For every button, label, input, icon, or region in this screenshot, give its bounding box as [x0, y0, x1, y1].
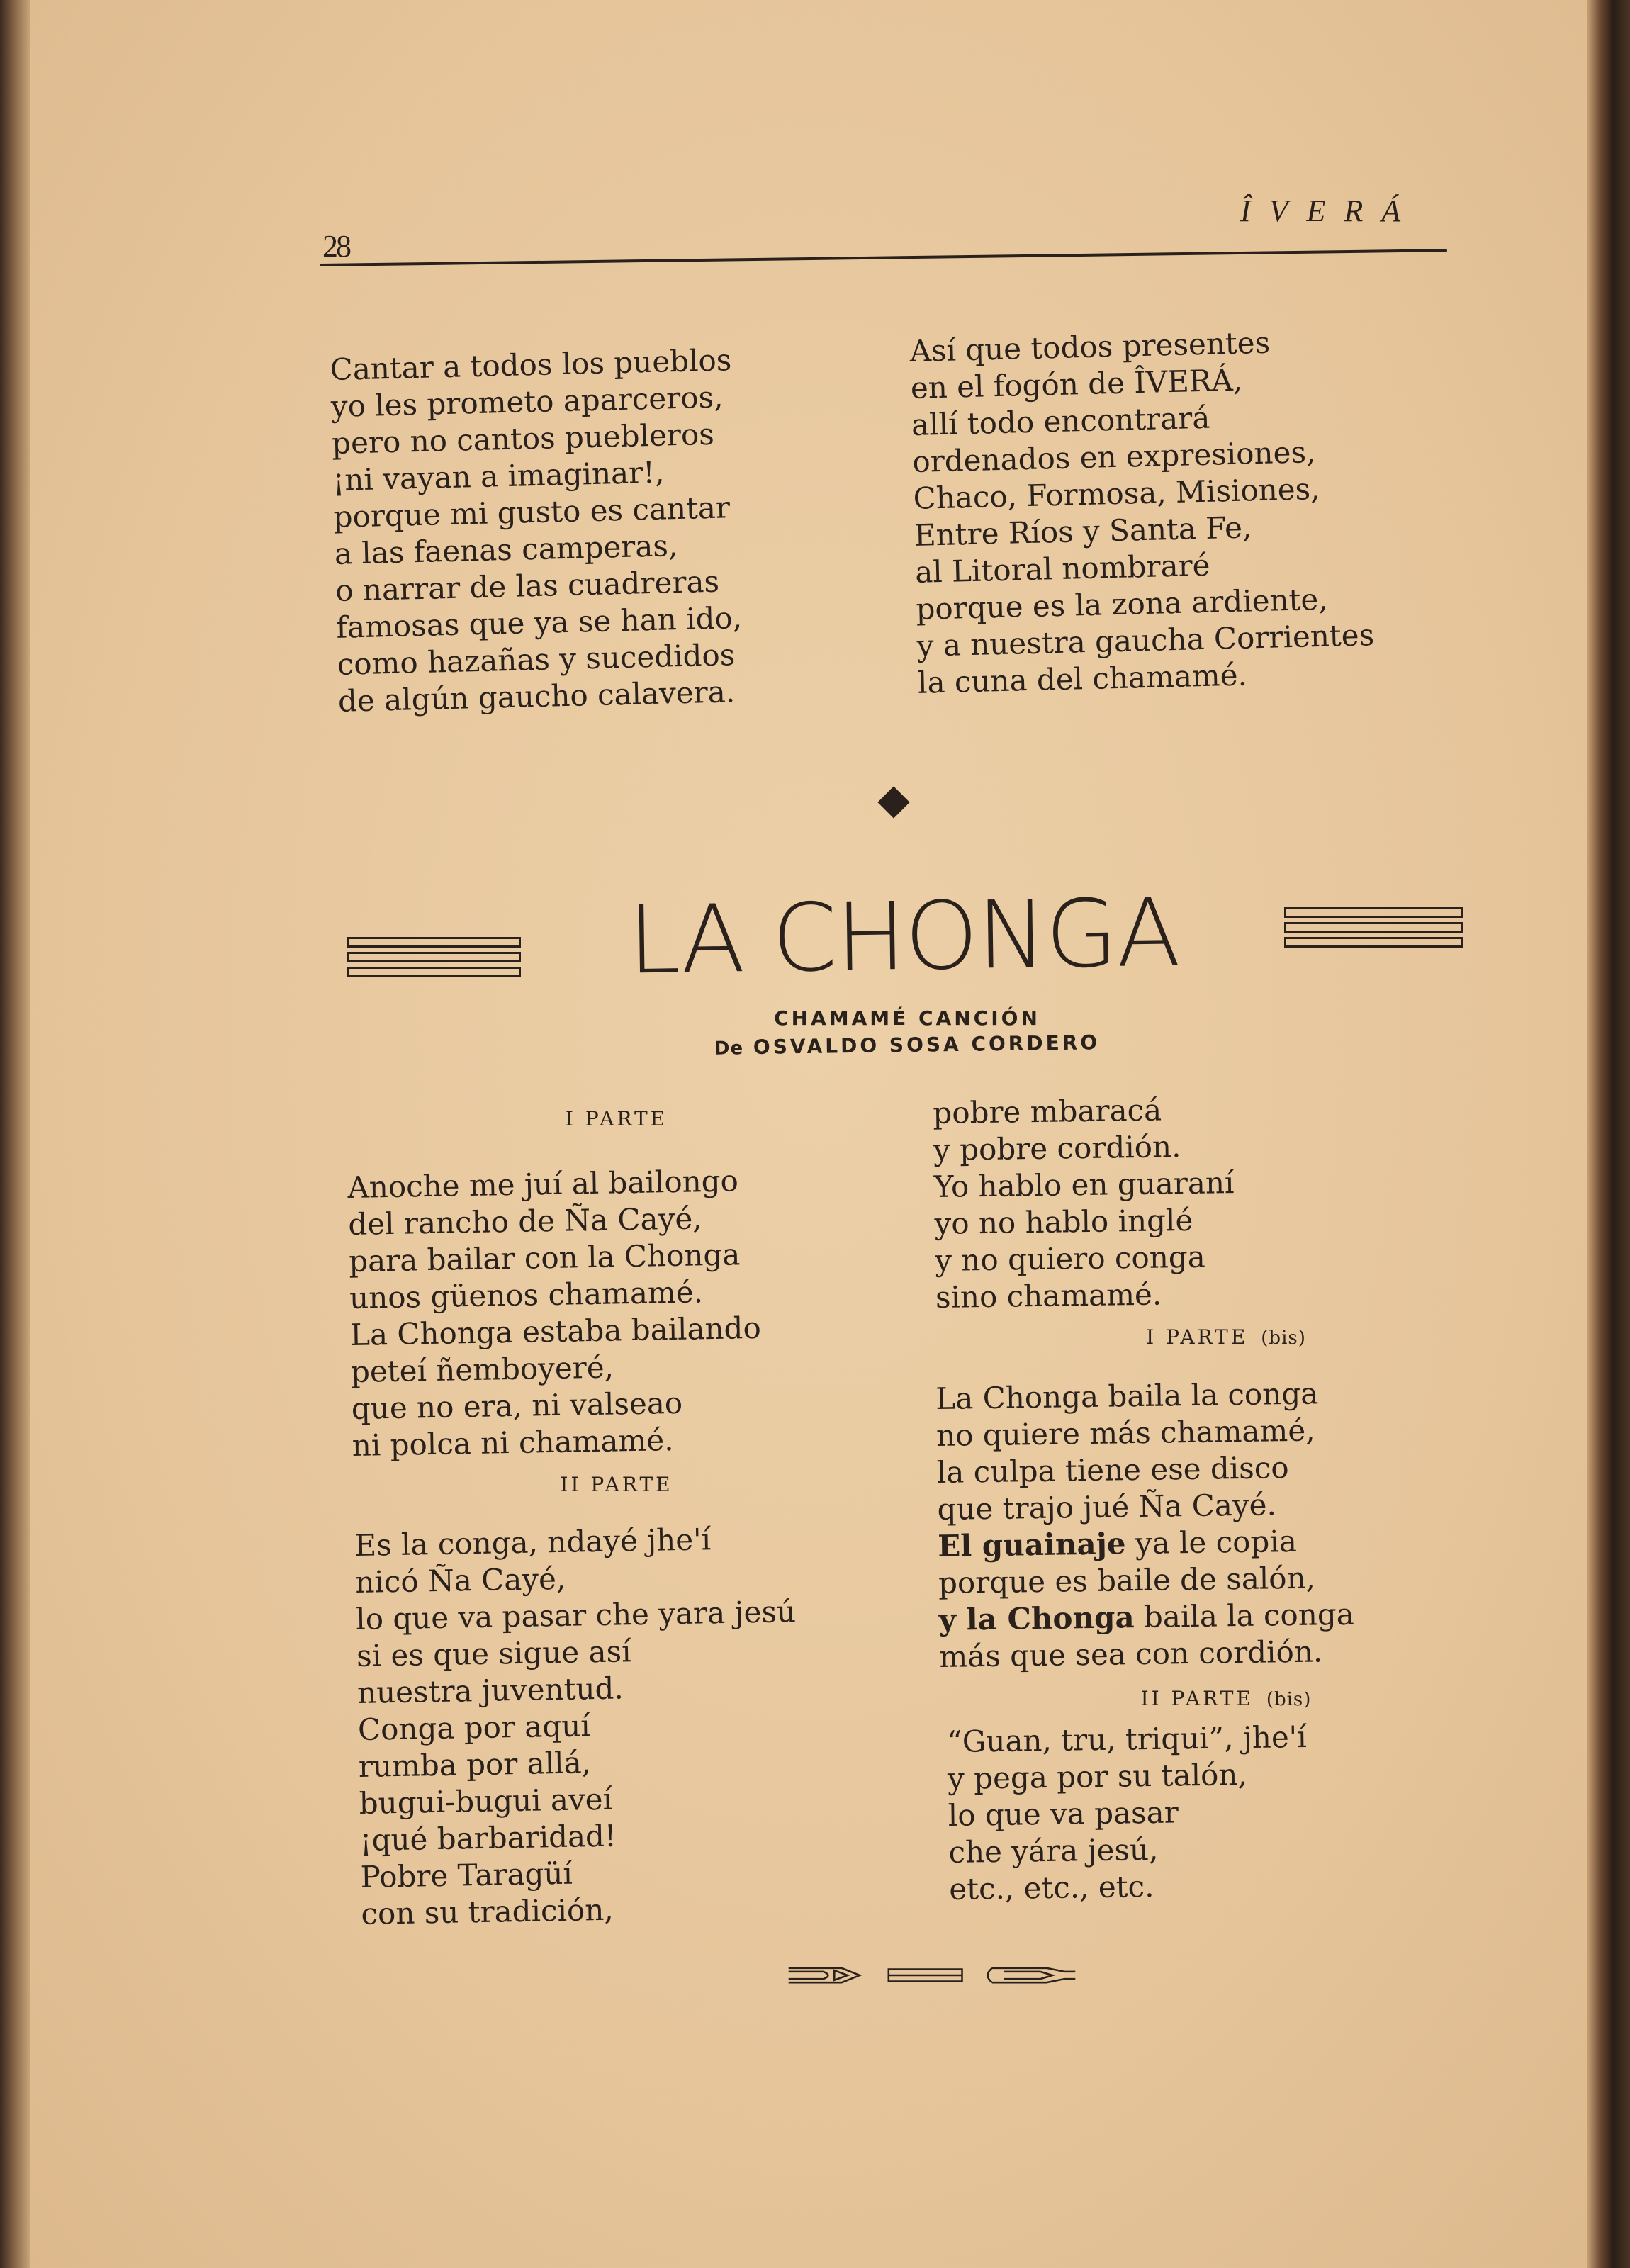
verse-line — [937, 1486, 1353, 1528]
book-binding — [1587, 0, 1630, 2268]
page-number: 28 — [322, 229, 349, 264]
verse-text: baila la conga — [1134, 1596, 1355, 1635]
verse-line — [938, 1522, 1354, 1565]
verse-line: yo no hablo inglé — [934, 1202, 1193, 1241]
verse-line — [938, 1559, 1354, 1602]
verse-line: bugui-bugui aveí — [359, 1781, 613, 1821]
part2-bis-lyrics — [947, 1719, 1309, 1908]
verse-text: no quiere más chamamé, — [935, 1413, 1315, 1453]
verse-line: “Guan, tru, triqui”, jhe'í — [947, 1719, 1308, 1759]
verse-line: lo que va pasar che yara jesú — [355, 1594, 797, 1637]
verse-line: y no quiero conga — [934, 1239, 1206, 1278]
part2-lyrics — [354, 1520, 802, 1933]
verse-line: unos güenos chamamé. — [349, 1274, 704, 1315]
part2-heading: II PARTE — [560, 1473, 673, 1496]
verse-line: Es la conga, ndayé jhe'í — [354, 1522, 712, 1563]
verse-line: lo que va pasar — [948, 1795, 1179, 1833]
verse-text: La Chonga baila la conga — [935, 1376, 1319, 1416]
verse-line: allí todo encontrará — [911, 400, 1210, 442]
verse-line: ¡ni vayan a imaginar!, — [332, 454, 665, 498]
verse-bold-part: y la Chonga — [938, 1600, 1135, 1637]
part2-bis-label: II PARTE — [1140, 1687, 1254, 1710]
verse-line: con su tradición, — [361, 1892, 614, 1931]
song-author: OSVALDO SOSA CORDERO — [753, 1031, 1101, 1060]
end-ornament — [762, 1963, 1102, 1987]
bis-label: (bis) — [1266, 1689, 1312, 1710]
verse-line: yo les prometo aparceros, — [330, 379, 724, 424]
verse-line: ¡qué barbaridad! — [359, 1818, 617, 1858]
verse-line: al Litoral nombraré — [914, 547, 1211, 590]
verse-line — [936, 1449, 1352, 1491]
page-left-edge — [0, 0, 30, 2268]
verse-line: para bailar con la Chonga — [348, 1237, 741, 1279]
verse-line: La Chonga estaba bailando — [349, 1310, 762, 1352]
top-poem-left — [330, 342, 744, 720]
verse-line: porque mi gusto es cantar — [333, 490, 731, 534]
part1-bis-heading — [1049, 1325, 1403, 1349]
part1-bis-lyrics — [935, 1375, 1355, 1675]
verse-line: y a nuestra gaucha Corrientes — [916, 617, 1375, 663]
verse-line: Chaco, Formosa, Misiones, — [913, 471, 1321, 516]
verse-line: nicó Ña Cayé, — [354, 1561, 566, 1600]
verse-line: etc., etc., etc. — [948, 1868, 1154, 1907]
part1-heading: I PARTE — [565, 1107, 668, 1130]
song-title: LA CHONGA — [627, 878, 1180, 996]
verse-text: que trajo jué Ña Cayé. — [937, 1487, 1277, 1527]
part1-lyrics — [347, 1162, 763, 1464]
verse-line — [936, 1412, 1352, 1454]
top-poem-right — [909, 322, 1376, 702]
verse-line: del rancho de Ña Cayé, — [347, 1201, 702, 1242]
part1-bis-label: I PARTE — [1146, 1325, 1249, 1349]
verse-line: che yára jesú, — [948, 1831, 1159, 1870]
verse-line: Anoche me juí al bailongo — [347, 1163, 739, 1205]
verse-line: en el fogón de ÎVERÁ, — [910, 362, 1243, 405]
verse-line: Conga por aquí — [357, 1708, 591, 1747]
verse-line: si es que sigue así — [356, 1634, 631, 1673]
verse-line: pero no cantos puebleros — [331, 416, 715, 461]
verse-line: y pobre cordión. — [933, 1129, 1181, 1167]
verse-line: a las faenas camperas, — [334, 528, 678, 571]
verse-line: de algún gaucho calavera. — [337, 674, 736, 719]
verse-line: que no era, ni valseao — [351, 1385, 683, 1426]
part2-bis-heading — [1049, 1687, 1403, 1710]
verse-line: porque es la zona ardiente, — [915, 581, 1329, 627]
verse-bold-part: El guainaje — [937, 1526, 1126, 1564]
bis-label: (bis) — [1261, 1327, 1306, 1349]
verse-text: ya le copia — [1125, 1523, 1298, 1561]
verse-line — [939, 1633, 1355, 1675]
diamond-ornament — [877, 786, 909, 818]
verse-line: sino chamamé. — [935, 1276, 1162, 1315]
verse-line: pobre mbaracá — [933, 1092, 1162, 1130]
verse-line: famosas que ya se han ido, — [335, 600, 743, 645]
verse-line: Yo hablo en guaraní — [933, 1165, 1235, 1204]
verse-line: como hazañas y sucedidos — [337, 637, 736, 682]
verse-line: Así que todos presentes — [909, 325, 1271, 369]
song-genre: CHAMAMÉ CANCIÓN — [774, 1006, 1040, 1030]
verse-line: peteí ñemboyeré, — [350, 1349, 614, 1389]
verse-line: y pega por su talón, — [947, 1757, 1248, 1796]
header-rule — [320, 249, 1447, 266]
right-bars-ornament — [1284, 907, 1463, 952]
author-prefix: De — [714, 1038, 744, 1060]
verse-line: ni polca ni chamamé. — [352, 1422, 674, 1463]
verse-line: ordenados en expresiones, — [911, 434, 1316, 479]
verse-text: la culpa tiene ese disco — [936, 1450, 1289, 1490]
part2-lyrics-continued — [933, 1091, 1236, 1316]
verse-line — [935, 1375, 1351, 1418]
verse-line: o narrar de las cuadreras — [335, 563, 720, 608]
verse-line: rumba por allá, — [358, 1745, 592, 1784]
verse-line: Cantar a todos los pueblos — [330, 342, 732, 387]
verse-line — [938, 1596, 1354, 1639]
verse-line: la cuna del chamamé. — [917, 657, 1248, 700]
verse-line: nuestra juventud. — [356, 1671, 624, 1710]
verse-line: Entre Ríos y Santa Fe, — [914, 510, 1252, 553]
song-author-line — [553, 1028, 1261, 1062]
verse-line: Pobre Taragüí — [360, 1856, 573, 1894]
running-title: ÎVERÁ — [1240, 193, 1420, 228]
verse-text: más que sea con cordión. — [939, 1634, 1323, 1674]
verse-text: porque es baile de salón, — [938, 1560, 1316, 1600]
